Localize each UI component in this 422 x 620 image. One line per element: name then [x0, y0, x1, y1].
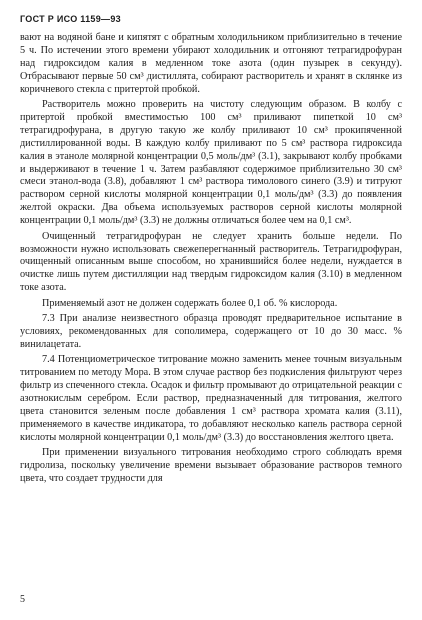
page-header: ГОСТ Р ИСО 1159—93	[20, 14, 121, 24]
page-number: 5	[20, 594, 25, 605]
paragraph: вают на водяной бане и кипятят с обратным холодильником приблизительно в течение 5 ч. По истечении этого времени убирают холодильник и отгоняют тетрагидрофуран над гидроксидом калия в медленном токе азота (один пузырек в секунду). Отбрасывают первые 50 см³ дистиллята, собирают растворитель и хранят в склянке из коричневого стекла с притертой пробкой.	[20, 32, 402, 95]
paragraph: Растворитель можно проверить на чистоту следующим образом. В колбу с притертой пробкой вместимостью 100 см³ приливают пипеткой 10 см³ тетрагидрофурана, в другую такую же колбу приливают 10 см³ прокипяченной дистиллированной воды. В каждую колбу приливают по 5 см³ раствора гидроксида калия в этаноле молярной концентрации 0,5 моль/дм³ (3.1), закрывают колбу пробками и выдерживают в течение 1 ч. Затем разбавляют содержимое приблизительно 30 см³ смеси этанол-вода (3.8), добавляют 1 см³ раствора тимолового синего (3.9) и титруют раствором серной кислоты молярной концентрации 0,1 моль/дм³ (3.3) до появления желтой окраски. Два объема используемых растворов серной кислоты молярной концентрации 0,1 моль/дм³ (3.3) не должны отличаться более чем на 0,1 см³.	[20, 99, 402, 227]
document-body	[20, 32, 402, 488]
paragraph: 7.3 При анализе неизвестного образца проводят предварительное испытание в условиях, рекомендованных для сополимера, содержащего от 10 до 30 масс. % винилацетата.	[20, 313, 402, 350]
paragraph: Очищенный тетрагидрофуран не следует хранить больше недели. По возможности нужно использовать свежеперегнанный растворитель. Тетрагидрофуран, очищенный описанным выше способом, но хранившийся более недели, нуждается в очистке лишь путем дистилляции над твердым гидроксидом калия (3.10) в медленном токе азота.	[20, 230, 402, 294]
paragraph: Применяемый азот не должен содержать более 0,1 об. % кислорода.	[42, 297, 338, 309]
paragraph: 7.4 Потенциометрическое титрование можно заменить менее точным визуальным титрованием по методу Мора. В этом случае раствор без подкисления фильтруют через фильтр из спеченного стекла. Осадок и фильтр промывают до отрицательной реакции с азотнокислым серебром. Если раствор, предназначенный для титрования, желтого цвета становится зеленым после добавления 1 см³ раствора хромата калия (3.11), применяемого в качестве индикатора, то добавляют несколько капель раствора серной кислоты молярной концентрации 0,1 моль/дм³ (3.3) до восстановления желтого цвета.	[20, 354, 402, 443]
paragraph: При применении визуального титрования необходимо строго соблюдать время гидролиза, поскольку увеличение времени вызывает образование растворов темного цвета, что создает трудности для	[20, 447, 402, 484]
